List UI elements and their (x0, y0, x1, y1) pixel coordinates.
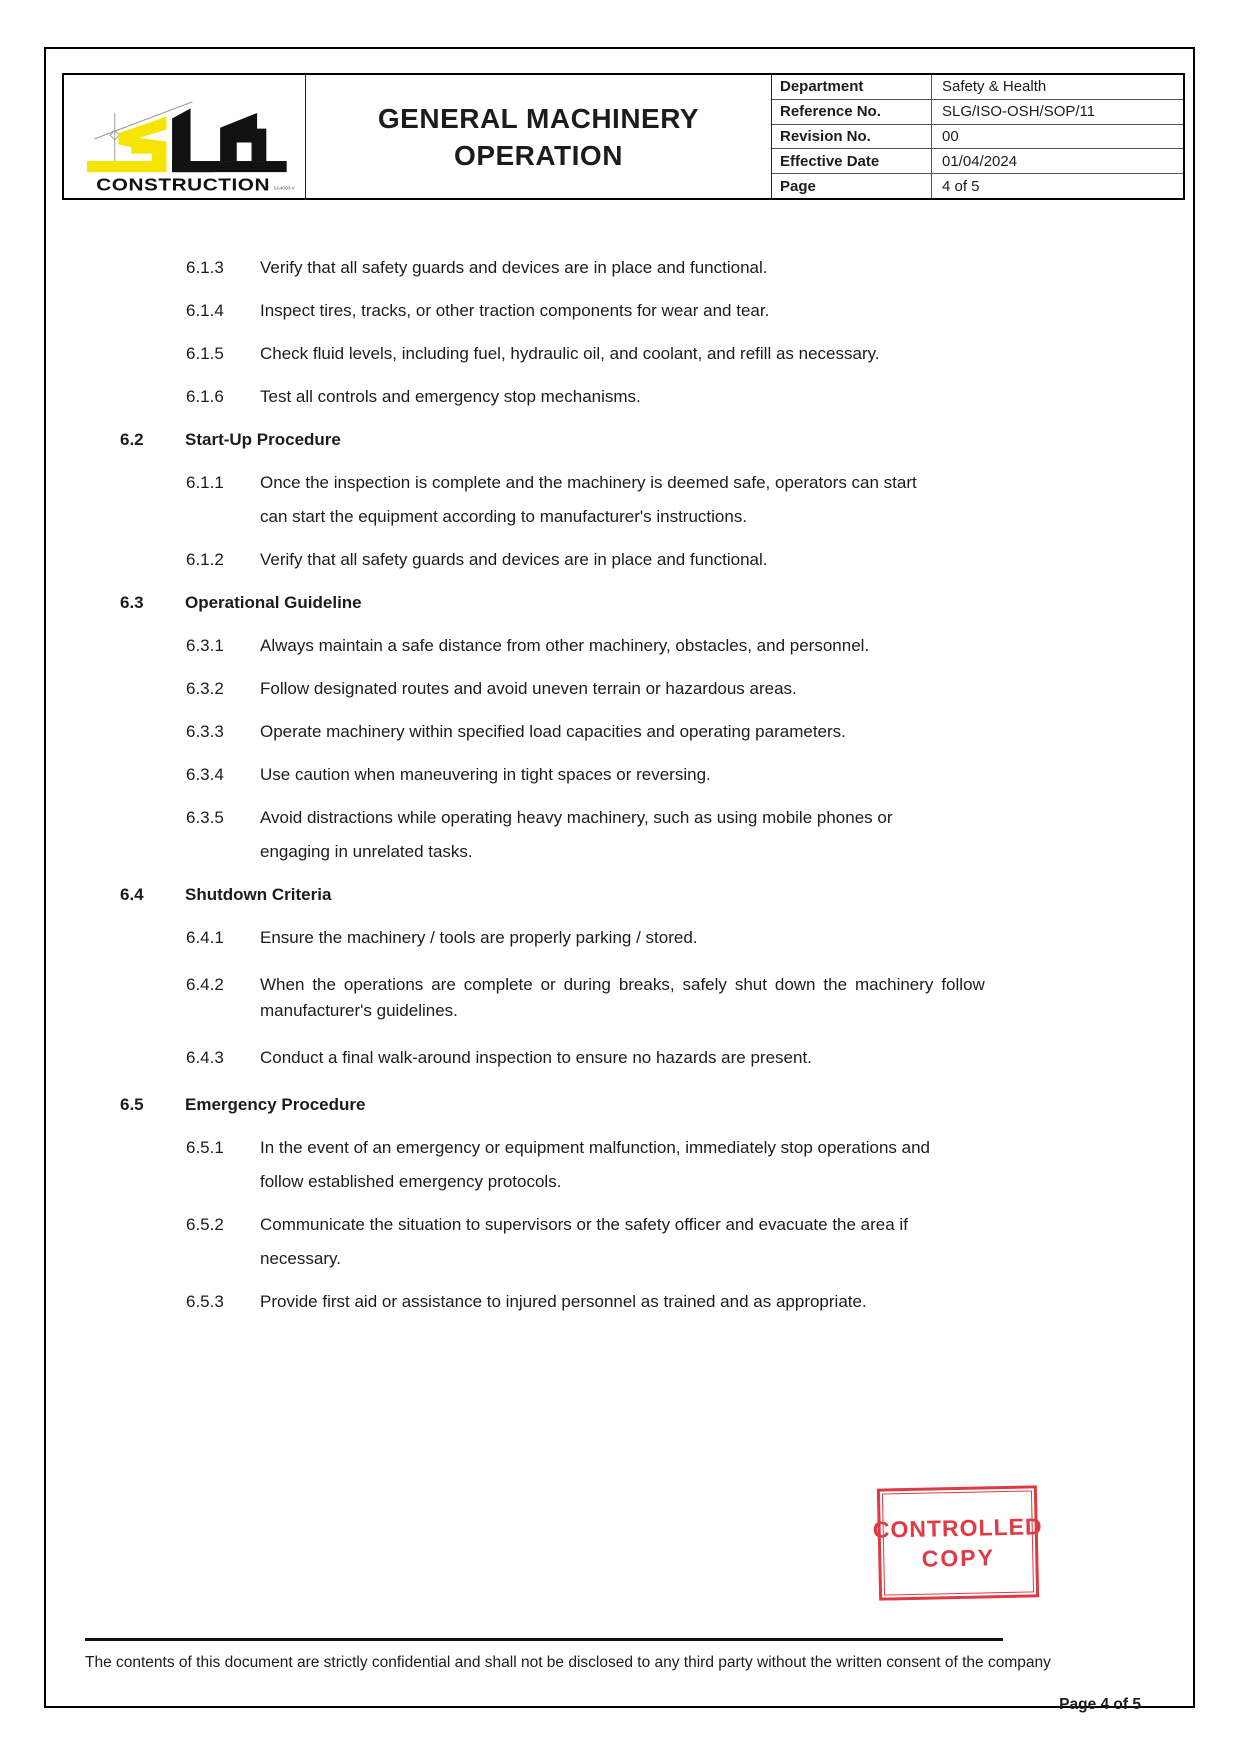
clause-number: 6.5 (120, 1095, 144, 1114)
clause-text (260, 550, 1197, 570)
clause-text (260, 1292, 1197, 1312)
clause-text (260, 975, 1197, 1027)
controlled-copy-stamp (872, 1485, 1043, 1600)
clause-number: 6.1.1 (186, 473, 224, 492)
procedure-block (44, 387, 1197, 407)
info-label: Department (772, 75, 932, 99)
clause-number: 6.5.1 (186, 1138, 224, 1157)
confidentiality-note: The contents of this document are strictly confidential and shall not be disclosed to any third party without the written consent of the company (85, 1654, 1051, 1671)
clause-number: 6.1.4 (186, 301, 224, 320)
procedure-block (44, 1048, 1197, 1074)
company-logo (64, 75, 306, 198)
info-row (772, 174, 1183, 198)
procedure-block (44, 550, 1197, 570)
procedure-block (44, 808, 1197, 862)
clause-text (260, 808, 1197, 862)
info-label: Revision No. (772, 125, 932, 149)
page-number: Page 4 of 5 (1059, 1696, 1141, 1713)
text-line: Communicate the situation to supervisors or the safety officer and evacuate the area if (260, 1215, 908, 1234)
text-line: follow established emergency protocols. (260, 1172, 562, 1191)
info-label: Page (772, 174, 932, 198)
clause-number: 6.1.3 (186, 258, 224, 277)
clause-number: 6.1.6 (186, 387, 224, 406)
clause-number: 6.3.4 (186, 765, 224, 784)
text-line: manufacturer's guidelines. (260, 1001, 458, 1020)
svg-text:CONSTRUCTION: CONSTRUCTION (95, 174, 270, 195)
text-line: Use caution when maneuvering in tight spaces or reversing. (260, 765, 711, 784)
clause-text (185, 885, 1197, 905)
clause-text (260, 387, 1197, 407)
procedure-block (44, 473, 1197, 527)
procedure-block (44, 975, 1197, 1027)
clause-text (185, 593, 1197, 613)
clause-number: 6.3.5 (186, 808, 224, 827)
clause-number: 6.5.3 (186, 1292, 224, 1311)
clause-number: 6.1.5 (186, 344, 224, 363)
text-line: Once the inspection is complete and the machinery is deemed safe, operators can start (260, 473, 917, 492)
info-label: Reference No. (772, 100, 932, 124)
clause-number: 6.3.2 (186, 679, 224, 698)
procedure-block (44, 765, 1197, 785)
clause-text (260, 765, 1197, 785)
procedure-block (44, 1138, 1197, 1192)
procedure-block (44, 1292, 1197, 1312)
clause-number: 6.3.3 (186, 722, 224, 741)
svg-text:SA4060-V: SA4060-V (273, 185, 295, 191)
info-label: Effective Date (772, 149, 932, 173)
clause-text (185, 1095, 1197, 1115)
info-value: Safety & Health (942, 78, 1047, 96)
clause-number: 6.4.2 (186, 975, 224, 994)
text-line: necessary. (260, 1249, 341, 1268)
slg-construction-logo-icon (71, 76, 299, 198)
clause-number: 6.5.2 (186, 1215, 224, 1234)
clause-text (260, 1138, 1197, 1192)
info-value: 4 of 5 (942, 177, 980, 195)
text-line: Ensure the machinery / tools are properly parking / stored. (260, 928, 698, 947)
clause-number: 6.3.1 (186, 636, 224, 655)
procedure-block (44, 258, 1197, 278)
document-title: GENERAL MACHINERY OPERATION (306, 75, 772, 198)
text-line: Provide first aid or assistance to injured personnel as trained and as appropriate. (260, 1292, 867, 1311)
text-line: Shutdown Criteria (185, 885, 332, 904)
procedure-block (44, 722, 1197, 742)
clause-text (260, 473, 1197, 527)
text-line: engaging in unrelated tasks. (260, 842, 473, 861)
procedure-block (44, 679, 1197, 699)
clause-text (260, 679, 1197, 699)
info-row (772, 100, 1183, 125)
procedure-block (44, 636, 1197, 656)
procedure-block (44, 928, 1197, 954)
info-value: 00 (942, 127, 959, 145)
clause-number: 6.1.2 (186, 550, 224, 569)
clause-text (260, 1215, 1197, 1269)
clause-text (260, 722, 1197, 742)
procedure-block (44, 301, 1197, 321)
info-table (772, 75, 1183, 198)
text-line: Operational Guideline (185, 593, 362, 612)
clause-text (260, 928, 1197, 954)
clause-text (260, 1048, 1197, 1074)
header-table (62, 73, 1185, 200)
procedure-block (44, 344, 1197, 364)
info-row (772, 125, 1183, 150)
procedure-block (44, 885, 1197, 905)
info-row (772, 149, 1183, 174)
text-line: can start the equipment according to manufacturer's instructions. (260, 507, 748, 526)
text-line: Follow designated routes and avoid uneven terrain or hazardous areas. (260, 679, 797, 698)
text-line: Emergency Procedure (185, 1095, 366, 1114)
procedure-block (44, 430, 1197, 450)
procedure-block (44, 1215, 1197, 1269)
clause-number: 6.4.3 (186, 1048, 224, 1067)
clause-text (260, 344, 1197, 364)
text-line: Inspect tires, tracks, or other traction components for wear and tear. (260, 301, 770, 320)
document-body (44, 258, 1197, 1335)
text-line: Always maintain a safe distance from other machinery, obstacles, and personnel. (260, 636, 870, 655)
stamp-text-line2: COPY (921, 1544, 996, 1572)
text-line: Verify that all safety guards and devices are in place and functional. (260, 258, 768, 277)
text-line: Check fluid levels, including fuel, hydraulic oil, and coolant, and refill as necessary. (260, 344, 880, 363)
clause-text (185, 430, 1197, 450)
text-line: Conduct a final walk-around inspection to ensure no hazards are present. (260, 1048, 812, 1067)
clause-number: 6.3 (120, 593, 144, 612)
info-value: 01/04/2024 (942, 152, 1018, 170)
info-value: SLG/ISO-OSH/SOP/11 (942, 103, 1096, 121)
text-line: Verify that all safety guards and devices are in place and functional. (260, 550, 768, 569)
info-row (772, 75, 1183, 100)
clause-text (260, 258, 1197, 278)
procedure-block (44, 1095, 1197, 1115)
text-line: In the event of an emergency or equipment malfunction, immediately stop operations and (260, 1138, 930, 1157)
stamp-text-line1: CONTROLLED (872, 1513, 1043, 1543)
footer-divider (85, 1638, 1003, 1641)
text-line: Start-Up Procedure (185, 430, 341, 449)
text-line: Operate machinery within specified load capacities and operating parameters. (260, 722, 846, 741)
clause-number: 6.2 (120, 430, 144, 449)
stamp-frame (872, 1490, 1043, 1595)
clause-text (260, 636, 1197, 656)
text-line: When the operations are complete or during breaks, safely shut down the machinery follow (260, 975, 985, 994)
procedure-block (44, 593, 1197, 613)
text-line: Test all controls and emergency stop mechanisms. (260, 387, 641, 406)
text-line: Avoid distractions while operating heavy machinery, such as using mobile phones or (260, 808, 893, 827)
clause-number: 6.4.1 (186, 928, 224, 947)
clause-number: 6.4 (120, 885, 144, 904)
clause-text (260, 301, 1197, 321)
